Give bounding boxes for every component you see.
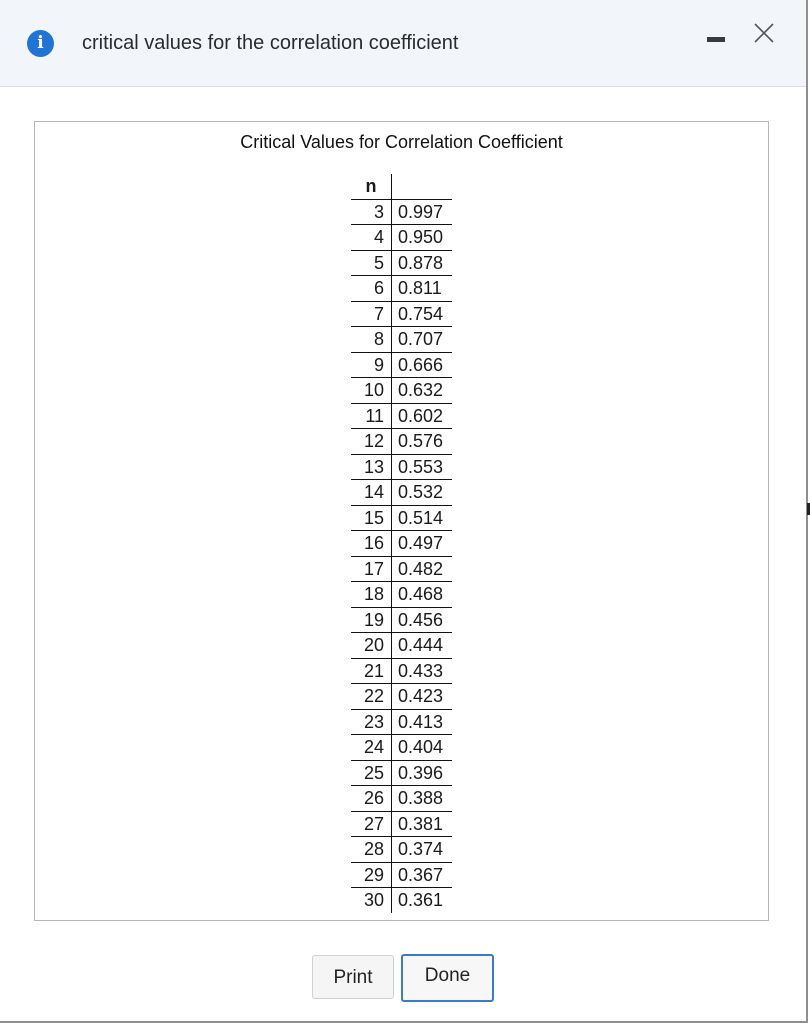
n-cell: 9 <box>351 352 392 378</box>
n-cell: 30 <box>351 888 392 913</box>
critical-value-cell: 0.396 <box>392 760 453 786</box>
n-cell: 11 <box>351 403 392 429</box>
critical-value-cell: 0.361 <box>392 888 453 913</box>
table-header-row <box>351 174 452 199</box>
n-cell: 26 <box>351 786 392 812</box>
critical-value-cell: 0.878 <box>392 250 453 276</box>
critical-value-cell: 0.754 <box>392 301 453 327</box>
critical-value-cell: 0.553 <box>392 454 453 480</box>
table-row <box>351 556 452 582</box>
critical-value-cell: 0.367 <box>392 862 453 888</box>
n-cell: 14 <box>351 480 392 506</box>
critical-value-cell: 0.423 <box>392 684 453 710</box>
n-cell: 18 <box>351 582 392 608</box>
critical-value-cell: 0.997 <box>392 199 453 225</box>
table-row <box>351 429 452 455</box>
minimize-icon <box>707 37 725 42</box>
table-row <box>351 531 452 557</box>
critical-value-cell: 0.404 <box>392 735 453 761</box>
table-row <box>351 811 452 837</box>
close-button[interactable] <box>749 18 779 48</box>
table-row <box>351 276 452 302</box>
table-row <box>351 454 452 480</box>
table-row <box>351 352 452 378</box>
critical-value-cell: 0.707 <box>392 327 453 353</box>
n-cell: 12 <box>351 429 392 455</box>
print-button[interactable]: Print <box>312 955 394 999</box>
table-row <box>351 582 452 608</box>
n-cell: 4 <box>351 225 392 251</box>
minimize-button[interactable] <box>700 26 730 56</box>
table-row <box>351 633 452 659</box>
done-button[interactable]: Done <box>401 954 494 1002</box>
critical-value-cell: 0.576 <box>392 429 453 455</box>
critical-value-cell: 0.514 <box>392 505 453 531</box>
critical-value-cell: 0.388 <box>392 786 453 812</box>
table-row <box>351 199 452 225</box>
table-row <box>351 888 452 913</box>
header-n: n <box>351 174 392 199</box>
n-cell: 15 <box>351 505 392 531</box>
n-cell: 27 <box>351 811 392 837</box>
critical-value-cell: 0.413 <box>392 709 453 735</box>
table-panel <box>34 121 769 921</box>
n-cell: 6 <box>351 276 392 302</box>
table-row <box>351 327 452 353</box>
table-row <box>351 684 452 710</box>
critical-value-cell: 0.381 <box>392 811 453 837</box>
table-row <box>351 250 452 276</box>
n-cell: 23 <box>351 709 392 735</box>
table-row <box>351 735 452 761</box>
dialog-title: critical values for the correlation coefficient <box>82 32 459 54</box>
table-row <box>351 760 452 786</box>
info-icon: i <box>27 30 54 57</box>
n-cell: 17 <box>351 556 392 582</box>
critical-value-cell: 0.666 <box>392 352 453 378</box>
table-title: Critical Values for Correlation Coefficient <box>240 132 563 152</box>
critical-value-cell: 0.444 <box>392 633 453 659</box>
n-cell: 22 <box>351 684 392 710</box>
table-row <box>351 607 452 633</box>
table-row <box>351 403 452 429</box>
table-row <box>351 225 452 251</box>
header-r <box>392 174 453 199</box>
table-row <box>351 709 452 735</box>
close-icon <box>749 18 779 48</box>
critical-value-cell: 0.433 <box>392 658 453 684</box>
critical-value-cell: 0.497 <box>392 531 453 557</box>
table-row <box>351 658 452 684</box>
critical-value-cell: 0.374 <box>392 837 453 863</box>
critical-value-cell: 0.632 <box>392 378 453 404</box>
critical-value-cell: 0.468 <box>392 582 453 608</box>
n-cell: 24 <box>351 735 392 761</box>
critical-value-cell: 0.456 <box>392 607 453 633</box>
table-row <box>351 505 452 531</box>
n-cell: 20 <box>351 633 392 659</box>
table-row <box>351 786 452 812</box>
n-cell: 7 <box>351 301 392 327</box>
n-cell: 5 <box>351 250 392 276</box>
critical-value-cell: 0.950 <box>392 225 453 251</box>
n-cell: 16 <box>351 531 392 557</box>
n-cell: 25 <box>351 760 392 786</box>
table-row <box>351 301 452 327</box>
n-cell: 21 <box>351 658 392 684</box>
n-cell: 10 <box>351 378 392 404</box>
n-cell: 3 <box>351 199 392 225</box>
table-row <box>351 480 452 506</box>
critical-values-table <box>351 174 452 913</box>
table-row <box>351 378 452 404</box>
n-cell: 29 <box>351 862 392 888</box>
critical-value-cell: 0.811 <box>392 276 453 302</box>
critical-value-cell: 0.602 <box>392 403 453 429</box>
table-row <box>351 837 452 863</box>
table-body <box>351 199 452 913</box>
critical-value-cell: 0.532 <box>392 480 453 506</box>
n-cell: 13 <box>351 454 392 480</box>
n-cell: 28 <box>351 837 392 863</box>
n-cell: 8 <box>351 327 392 353</box>
dialog-titlebar <box>0 0 806 87</box>
critical-value-cell: 0.482 <box>392 556 453 582</box>
n-cell: 19 <box>351 607 392 633</box>
table-row <box>351 862 452 888</box>
